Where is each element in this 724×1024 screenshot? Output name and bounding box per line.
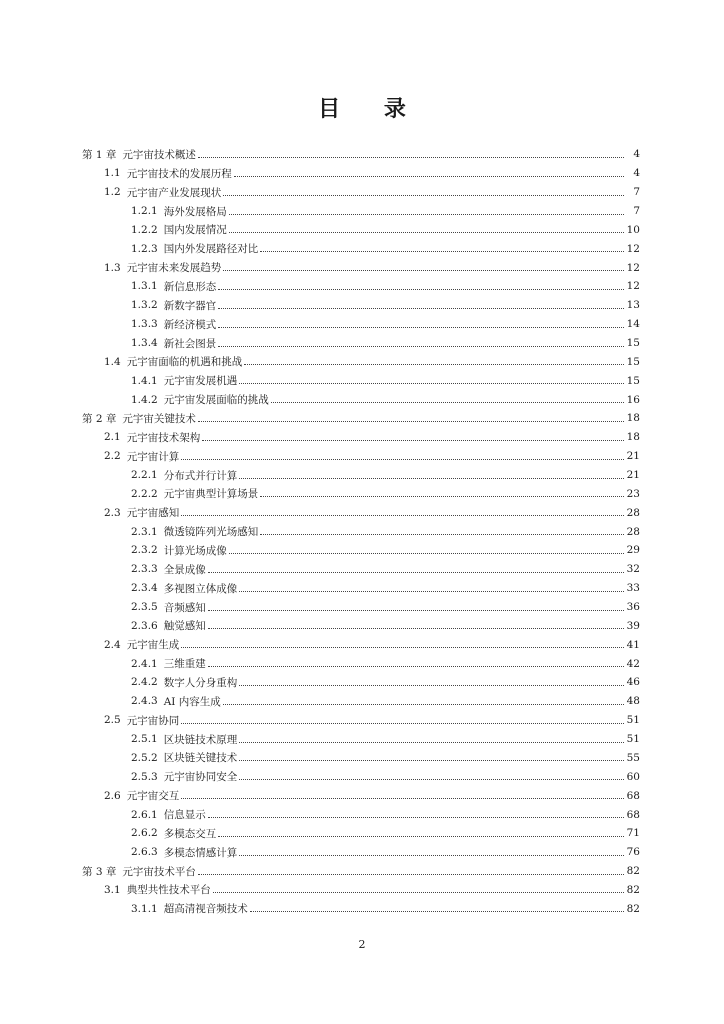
toc-entry-title: 超高清视音频技术 (163, 903, 248, 916)
toc-entry[interactable] (82, 862, 640, 881)
toc-entry[interactable] (82, 786, 640, 805)
toc-entry-number: 2.5.1 (131, 733, 158, 746)
toc-entry[interactable] (82, 447, 640, 466)
toc-entry-number: 2.4.2 (131, 676, 158, 689)
toc-entry[interactable] (82, 390, 640, 409)
toc-entry-page: 82 (626, 902, 640, 915)
toc-entry[interactable] (82, 843, 640, 862)
dot-leader (223, 195, 624, 196)
dot-leader (260, 251, 624, 252)
toc-entry[interactable] (82, 466, 640, 485)
dot-leader (244, 364, 624, 365)
dot-leader (250, 911, 624, 912)
dot-leader (239, 760, 624, 761)
dot-leader (239, 742, 624, 743)
dot-leader (229, 553, 624, 554)
dot-leader (181, 798, 624, 799)
toc-entry-number: 2.3.1 (131, 525, 158, 538)
toc-entry[interactable] (82, 654, 640, 673)
page-number: 2 (358, 938, 366, 951)
toc-entry-page: 15 (626, 355, 640, 368)
toc-entry-page: 68 (626, 789, 640, 802)
toc-entry[interactable] (82, 522, 640, 541)
toc-entry-number: 1.2.3 (131, 242, 158, 255)
toc-entry[interactable] (82, 824, 640, 843)
dot-leader (218, 289, 624, 290)
toc-entry-page: 21 (626, 469, 640, 482)
toc-entry-page: 82 (626, 883, 640, 896)
dot-leader (229, 232, 624, 233)
dot-leader (234, 176, 624, 177)
dot-leader (239, 478, 624, 479)
toc-entry-page: 42 (626, 657, 640, 670)
toc-entry[interactable] (82, 220, 640, 239)
toc-entry-number: 2.3 (104, 506, 121, 519)
toc-entry-page: 18 (626, 431, 640, 444)
toc-entry-title: 新数字器官 (163, 299, 217, 312)
toc-entry-number: 第 3 章 (82, 865, 117, 878)
toc-entry[interactable] (82, 202, 640, 221)
toc-entry[interactable] (82, 484, 640, 503)
toc-entry-number: 2.5.2 (131, 751, 158, 764)
toc-entry[interactable] (82, 730, 640, 749)
toc-entry[interactable] (82, 334, 640, 353)
toc-entry-page: 14 (626, 318, 640, 331)
toc-entry-title: 元宇宙技术平台 (122, 865, 196, 878)
toc-entry-title: 触觉感知 (163, 620, 206, 633)
toc-entry-title: 元宇宙协同安全 (163, 771, 238, 784)
toc-entry-page: 10 (626, 223, 640, 236)
toc-entry-number: 2.2 (104, 450, 121, 463)
toc-entry-page: 29 (626, 544, 640, 557)
toc-entry-number: 2.3.5 (131, 601, 158, 614)
toc-entry-page: 4 (633, 148, 640, 161)
toc-entry[interactable] (82, 616, 640, 635)
toc-entry-number: 1.2.2 (131, 223, 158, 236)
toc-entry-number: 2.6.1 (131, 808, 158, 821)
toc-entry-number: 2.2.2 (131, 487, 158, 500)
toc-entry-title: 区块链关键技术 (163, 752, 238, 765)
toc-entry-number: 1.2 (104, 186, 121, 199)
toc-entry[interactable] (82, 258, 640, 277)
toc-entry[interactable] (82, 164, 640, 183)
toc-entry[interactable] (82, 598, 640, 617)
toc-entry-title: 计算光场成像 (163, 544, 227, 557)
toc-entry-number: 2.2.1 (131, 469, 158, 482)
toc-entry[interactable] (82, 805, 640, 824)
dot-leader (218, 346, 624, 347)
toc-entry-title: 元宇宙发展机遇 (163, 375, 238, 388)
dot-leader (218, 308, 624, 309)
toc-entry[interactable] (82, 183, 640, 202)
toc-entry-title: 国内外发展路径对比 (163, 243, 259, 256)
dot-leader (198, 157, 624, 158)
toc-entry-page: 23 (626, 487, 640, 500)
toc-entry-number: 1.1 (104, 167, 121, 180)
toc-entry[interactable] (82, 277, 640, 296)
toc-entry[interactable] (82, 428, 640, 447)
toc-entry-page: 32 (626, 563, 640, 576)
dot-leader (218, 836, 624, 837)
toc-entry-number: 1.3.3 (131, 318, 158, 331)
toc-entry-title: 元宇宙生成 (126, 639, 180, 652)
toc-entry[interactable] (82, 881, 640, 900)
toc-entry-page: 12 (626, 242, 640, 255)
toc-entry-number: 1.2.1 (131, 205, 158, 217)
dot-leader (181, 459, 624, 460)
toc-entry[interactable] (82, 503, 640, 522)
dot-leader (208, 610, 624, 611)
toc-entry-title: 微透镜阵列光场感知 (163, 526, 259, 539)
dot-leader (218, 327, 624, 328)
toc-entry[interactable] (82, 371, 640, 390)
toc-entry-number: 2.5 (104, 714, 121, 727)
toc-entry-title: 音频感知 (163, 601, 206, 614)
toc-entry-page: 71 (626, 827, 640, 840)
dot-leader (239, 383, 624, 384)
toc-entry-title: 多模态交互 (163, 827, 217, 840)
dot-leader (239, 779, 624, 780)
toc-entry-page: 48 (626, 695, 640, 708)
toc-entry[interactable] (82, 767, 640, 786)
toc-entry-page: 51 (626, 733, 640, 746)
toc-entry-page: 15 (626, 337, 640, 350)
toc-entry-title: 全景成像 (163, 563, 206, 576)
toc-entry-page: 60 (626, 770, 640, 783)
toc-entry-title: 新信息形态 (163, 280, 217, 293)
toc-entry-number: 1.4.2 (131, 393, 158, 406)
toc-entry-title: 国内发展情况 (163, 224, 227, 237)
toc-entry-page: 7 (633, 205, 640, 217)
toc-entry-number: 3.1.1 (131, 902, 158, 915)
toc-entry-page: 68 (626, 808, 640, 821)
toc-entry-title: 典型共性技术平台 (126, 884, 211, 897)
toc-entry[interactable] (82, 352, 640, 371)
toc-entry-number: 3.1 (104, 883, 121, 896)
toc-entry-number: 1.3.4 (131, 337, 158, 350)
toc-entry-title: 元宇宙发展面临的挑战 (163, 394, 269, 407)
toc-entry-title: 数字人分身重构 (163, 676, 238, 689)
toc-entry-title: 元宇宙典型计算场景 (163, 488, 259, 501)
toc-entry[interactable] (82, 560, 640, 579)
dot-leader (229, 214, 624, 215)
toc-entry-title: 元宇宙技术概述 (122, 148, 196, 161)
toc-entry-page: 33 (626, 582, 640, 595)
toc-entry-page: 46 (626, 676, 640, 689)
dot-leader (181, 723, 624, 724)
toc-entry-number: 1.3.1 (131, 280, 158, 293)
dot-leader (198, 874, 624, 875)
dot-leader (208, 817, 624, 818)
toc-entry[interactable] (82, 296, 640, 315)
dot-leader (181, 647, 624, 648)
toc-entry-page: 12 (626, 280, 640, 293)
toc-entry-number: 2.5.3 (131, 770, 158, 783)
toc-entry-title: 多模态情感计算 (163, 846, 238, 859)
toc-entry-number: 2.3.4 (131, 582, 158, 595)
toc-entry-page: 82 (626, 865, 640, 878)
toc-entry[interactable] (82, 579, 640, 598)
toc-entry-page: 4 (633, 167, 640, 180)
toc-entry-title: 新社会图景 (163, 337, 217, 350)
toc-entry-title: 元宇宙技术的发展历程 (126, 167, 232, 180)
dot-leader (208, 628, 624, 629)
toc-entry[interactable] (82, 711, 640, 730)
toc-entry-number: 2.6 (104, 789, 121, 802)
toc-entry-number: 2.6.3 (131, 846, 158, 859)
toc-entry[interactable] (82, 635, 640, 654)
toc-entry-number: 2.3.2 (131, 544, 158, 557)
dot-leader (208, 666, 624, 667)
toc-entry-page: 21 (626, 450, 640, 463)
toc-entry[interactable] (82, 692, 640, 711)
dot-leader (271, 402, 624, 403)
toc-entry-title: 新经济模式 (163, 318, 217, 331)
toc-entry-page: 12 (626, 261, 640, 274)
dot-leader (223, 704, 624, 705)
toc-entry-title: 分布式并行计算 (163, 469, 238, 482)
toc-entry-number: 1.3.2 (131, 299, 158, 312)
toc-entry[interactable] (82, 145, 640, 164)
toc-entry-number: 2.6.2 (131, 827, 158, 840)
dot-leader (208, 572, 624, 573)
dot-leader (202, 440, 624, 441)
toc-entry-title: 元宇宙计算 (126, 450, 180, 463)
toc-entry-title: 元宇宙技术架构 (126, 431, 201, 444)
toc-entry-title: AI 内容生成 (163, 695, 221, 708)
toc-entry-page: 51 (626, 714, 640, 727)
toc-entry-title: 信息显示 (163, 809, 206, 821)
toc-entry-page: 41 (626, 638, 640, 651)
toc-entry[interactable] (82, 673, 640, 692)
toc-entry-title: 元宇宙未来发展趋势 (126, 262, 222, 275)
toc-entry-number: 2.4.1 (131, 657, 158, 670)
toc-entry-page: 28 (626, 506, 640, 519)
toc-entry-title: 元宇宙产业发展现状 (126, 186, 222, 199)
dot-leader (239, 855, 624, 856)
table-of-contents (82, 145, 640, 918)
toc-entry-title: 元宇宙关键技术 (122, 412, 196, 425)
toc-entry[interactable] (82, 541, 640, 560)
toc-entry-number: 2.4.3 (131, 695, 158, 708)
toc-entry-page: 13 (626, 299, 640, 312)
toc-entry-page: 7 (633, 186, 640, 199)
dot-leader (223, 270, 624, 271)
toc-entry[interactable] (82, 749, 640, 768)
toc-entry-page: 18 (626, 412, 640, 425)
dot-leader (260, 534, 624, 535)
toc-entry-number: 1.3 (104, 261, 121, 274)
toc-entry-number: 2.1 (104, 431, 121, 444)
dot-leader (260, 496, 624, 497)
toc-entry-number: 1.4 (104, 355, 121, 368)
toc-entry-page: 36 (626, 601, 640, 614)
toc-entry-title: 区块链技术原理 (163, 733, 238, 746)
toc-entry-title: 元宇宙感知 (126, 507, 180, 520)
toc-entry[interactable] (82, 899, 640, 918)
toc-entry-title: 元宇宙面临的机遇和挑战 (126, 356, 243, 369)
toc-entry-number: 第 2 章 (82, 412, 117, 425)
dot-leader (239, 685, 624, 686)
dot-leader (213, 892, 624, 893)
toc-entry[interactable] (82, 315, 640, 334)
toc-entry-title: 元宇宙协同 (126, 714, 180, 727)
page-title: 目 录 (318, 96, 424, 122)
toc-entry-page: 39 (626, 619, 640, 632)
toc-entry-number: 2.3.6 (131, 619, 158, 632)
dot-leader (239, 591, 624, 592)
dot-leader (198, 421, 624, 422)
toc-entry-title: 海外发展格局 (163, 205, 227, 218)
toc-entry[interactable] (82, 239, 640, 258)
toc-entry-number: 2.4 (104, 638, 121, 651)
toc-entry-page: 76 (626, 846, 640, 859)
dot-leader (181, 515, 624, 516)
toc-entry-title: 三维重建 (163, 658, 206, 671)
toc-entry-page: 16 (626, 393, 640, 406)
toc-entry[interactable] (82, 409, 640, 428)
toc-entry-page: 15 (626, 374, 640, 387)
toc-entry-number: 1.4.1 (131, 374, 158, 387)
toc-entry-page: 28 (626, 525, 640, 538)
toc-entry-number: 2.3.3 (131, 563, 158, 576)
toc-entry-page: 55 (626, 751, 640, 764)
toc-entry-title: 元宇宙交互 (126, 790, 180, 803)
toc-entry-title: 多视图立体成像 (163, 582, 238, 595)
toc-entry-number: 第 1 章 (82, 148, 117, 161)
